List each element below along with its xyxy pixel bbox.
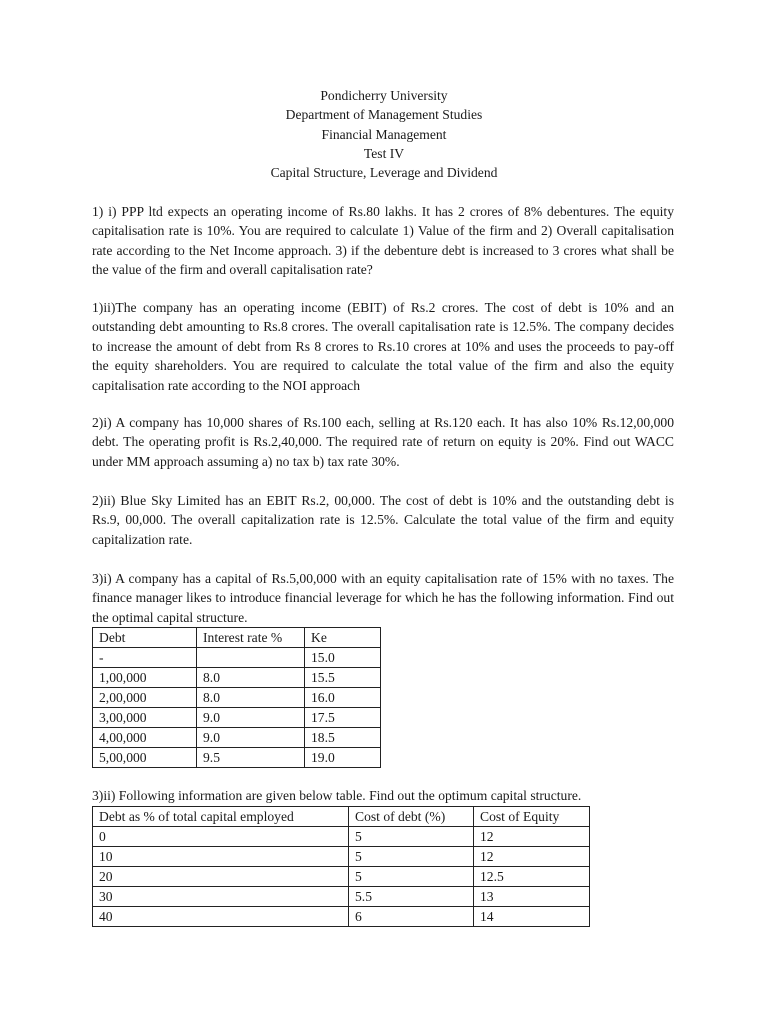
table-cell: 2,00,000: [93, 688, 197, 708]
leverage-table: [92, 627, 381, 768]
table-cell: 16.0: [305, 688, 381, 708]
table-cell: 18.5: [305, 728, 381, 748]
table-row: [93, 847, 590, 867]
question-3-i: 3)i) A company has a capital of Rs.5,00,000 with an equity capitalisation rate of 15% with no taxes. The finance manager likes to introduce financial leverage for which he has the following information. Find out the optimal capital structure.: [92, 571, 674, 625]
table-cell: 17.5: [305, 708, 381, 728]
table-header-row: [93, 628, 381, 648]
table-row: [93, 728, 381, 748]
table-row: [93, 748, 381, 768]
table-cell: 15.0: [305, 648, 381, 668]
table-cell: 5.5: [349, 887, 474, 907]
table-cell: 14: [474, 907, 590, 927]
table-cell: 8.0: [197, 668, 305, 688]
department-name: Department of Management Studies: [285, 107, 483, 123]
table-cell: 0: [93, 827, 349, 847]
table-row: [93, 708, 381, 728]
university-name: Pondicherry University: [320, 88, 448, 103]
column-header: Cost of Equity: [474, 807, 590, 827]
table-row: [93, 688, 381, 708]
table-row: [93, 668, 381, 688]
table-cell: 6: [349, 907, 474, 927]
table-cell: 19.0: [305, 748, 381, 768]
question-2-ii: 2)ii) Blue Sky Limited has an EBIT Rs.2, 00,000. The cost of debt is 10% and the outstanding debt is Rs.9, 00,000. The overall capitalization rate is 12.5%. Calculate the total value of the firm and equity capitalization rate.: [92, 493, 674, 547]
test-title: Test IV: [363, 145, 405, 161]
question-2-i: 2)i) A company has 10,000 shares of Rs.100 each, selling at Rs.120 each. It has also 10% Rs.12,00,000 debt. The operating profit is Rs.2,40,000. The required rate of return on equity is 20%. Find out WACC under MM approach assuming a) no tax b) tax rate 30%.: [92, 415, 674, 469]
column-header: Debt: [93, 628, 197, 648]
table-cell: 9.5: [197, 748, 305, 768]
question-1-ii: 1)ii)The company has an operating income (EBIT) of Rs.2 crores. The cost of debt is 10% and an outstanding debt amounting to Rs.8 crores. The overall capitalisation rate is 12.5%. The company decides to increase the amount of debt from Rs 8 crores to Rs.10 crores at 10% and uses the proceeds to pay-off the equity shareholders. You are required to calculate the total value of the firm and also the equity capitalisation rate according to the NOI approach: [92, 300, 674, 393]
document-header: [0, 86, 768, 182]
table-cell: 3,00,000: [93, 708, 197, 728]
table-cell: 12.5: [474, 867, 590, 887]
table-cell: [197, 648, 305, 668]
column-header: Ke: [305, 628, 381, 648]
table-cell: 10: [93, 847, 349, 867]
column-header: Interest rate %: [197, 628, 305, 648]
table-cell: 12: [474, 827, 590, 847]
course-name: Financial Management: [321, 126, 447, 142]
table-cell: 9.0: [197, 708, 305, 728]
table-row: [93, 648, 381, 668]
table-cell: 15.5: [305, 668, 381, 688]
table-cell: -: [93, 648, 197, 668]
table-cell: 5: [349, 867, 474, 887]
table-row: [93, 887, 590, 907]
column-header: Cost of debt (%): [349, 807, 474, 827]
table-cell: 5,00,000: [93, 748, 197, 768]
topic-title: Capital Structure, Leverage and Dividend: [270, 165, 498, 181]
table-cell: 1,00,000: [93, 668, 197, 688]
table-row: [93, 827, 590, 847]
table-row: [93, 867, 590, 887]
table-row: [93, 907, 590, 927]
question-3-ii: 3)ii) Following information are given below table. Find out the optimum capital structure.: [92, 788, 582, 803]
column-header: Debt as % of total capital employed: [93, 807, 349, 827]
table-cell: 13: [474, 887, 590, 907]
table-cell: 9.0: [197, 728, 305, 748]
table-cell: 4,00,000: [93, 728, 197, 748]
table-cell: 40: [93, 907, 349, 927]
table-cell: 30: [93, 887, 349, 907]
table-header-row: [93, 807, 590, 827]
question-1-i: 1) i) PPP ltd expects an operating income of Rs.80 lakhs. It has 2 crores of 8% debentures. The equity capitalisation rate is 10%. You are required to calculate 1) Value of the firm and 2) Overall capitalisation rate according to the Net Income approach. 3) if the debenture debt is increased to 3 crores what shall be the value of the firm and overall capitalisation rate?: [92, 204, 674, 278]
table-cell: 20: [93, 867, 349, 887]
capital-structure-table: [92, 806, 590, 927]
table-cell: 5: [349, 847, 474, 867]
table-cell: 8.0: [197, 688, 305, 708]
table-cell: 5: [349, 827, 474, 847]
table-cell: 12: [474, 847, 590, 867]
